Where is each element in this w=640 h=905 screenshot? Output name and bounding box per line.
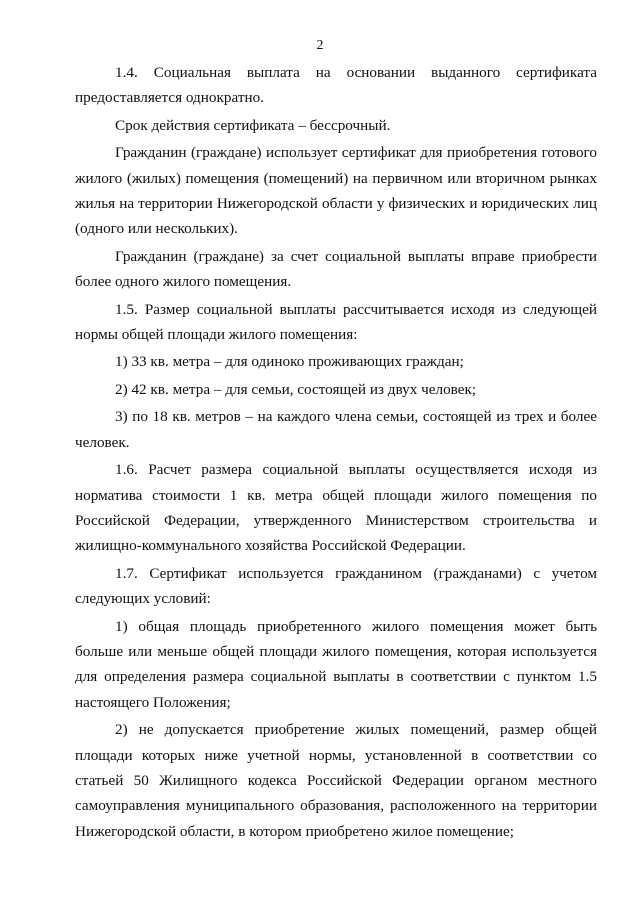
- list-item-1-5-1: 1) 33 кв. метра – для одиноко проживающих граждан;: [115, 353, 464, 371]
- paragraph-multiple-premises: Гражданин (граждане) за счет социальной выплаты вправе приобрести более одного жилого помещения.: [75, 247, 597, 291]
- page-number: 2: [316, 38, 324, 53]
- paragraph-1-5: 1.5. Размер социальной выплаты рассчитывается исходя из следующей нормы общей площади жилого помещения:: [75, 300, 597, 344]
- paragraph-1-6: 1.6. Расчет размера социальной выплаты осуществляется исходя из норматива стоимости 1 кв. метра общей площади жилого помещения по Российской Федерации, утвержденного Министерством строительства и жилищно-коммунального хозяйства Российской Федерации.: [75, 461, 597, 555]
- paragraph-certificate-term: Срок действия сертификата – бессрочный.: [115, 116, 391, 134]
- document-body: [75, 60, 597, 846]
- paragraph-1-7: 1.7. Сертификат используется гражданином (гражданами) с учетом следующих условий:: [75, 564, 597, 608]
- list-item-1-7-2: 2) не допускается приобретение жилых помещений, размер общей площади которых ниже учетной нормы, установленной в соответствии со статьей 50 Жилищного кодекса Российской Федерации органом местного самоуправления муниципального образования, расположенного на территории Нижегородской области, в котором приобретено жилое помещение;: [75, 721, 597, 840]
- paragraph-1-4: 1.4. Социальная выплата на основании выданного сертификата предоставляется однократно.: [75, 64, 597, 107]
- paragraph-certificate-use: Гражданин (граждане) использует сертификат для приобретения готового жилого (жилых) помещения (помещений) на первичном или вторичном рынках жилья на территории Нижегородской области у физических и юридических лиц (одного или нескольких).: [75, 144, 597, 238]
- list-item-1-7-1: 1) общая площадь приобретенного жилого помещения может быть больше или меньше общей площади жилого помещения, которая используется для определения размера социальной выплаты в соответствии с пунктом 1.5 настоящего Положения;: [75, 617, 597, 711]
- list-item-1-5-2: 2) 42 кв. метра – для семьи, состоящей из двух человек;: [115, 380, 477, 398]
- list-item-1-5-3: 3) по 18 кв. метров – на каждого члена семьи, состоящей из трех и более человек.: [75, 408, 597, 451]
